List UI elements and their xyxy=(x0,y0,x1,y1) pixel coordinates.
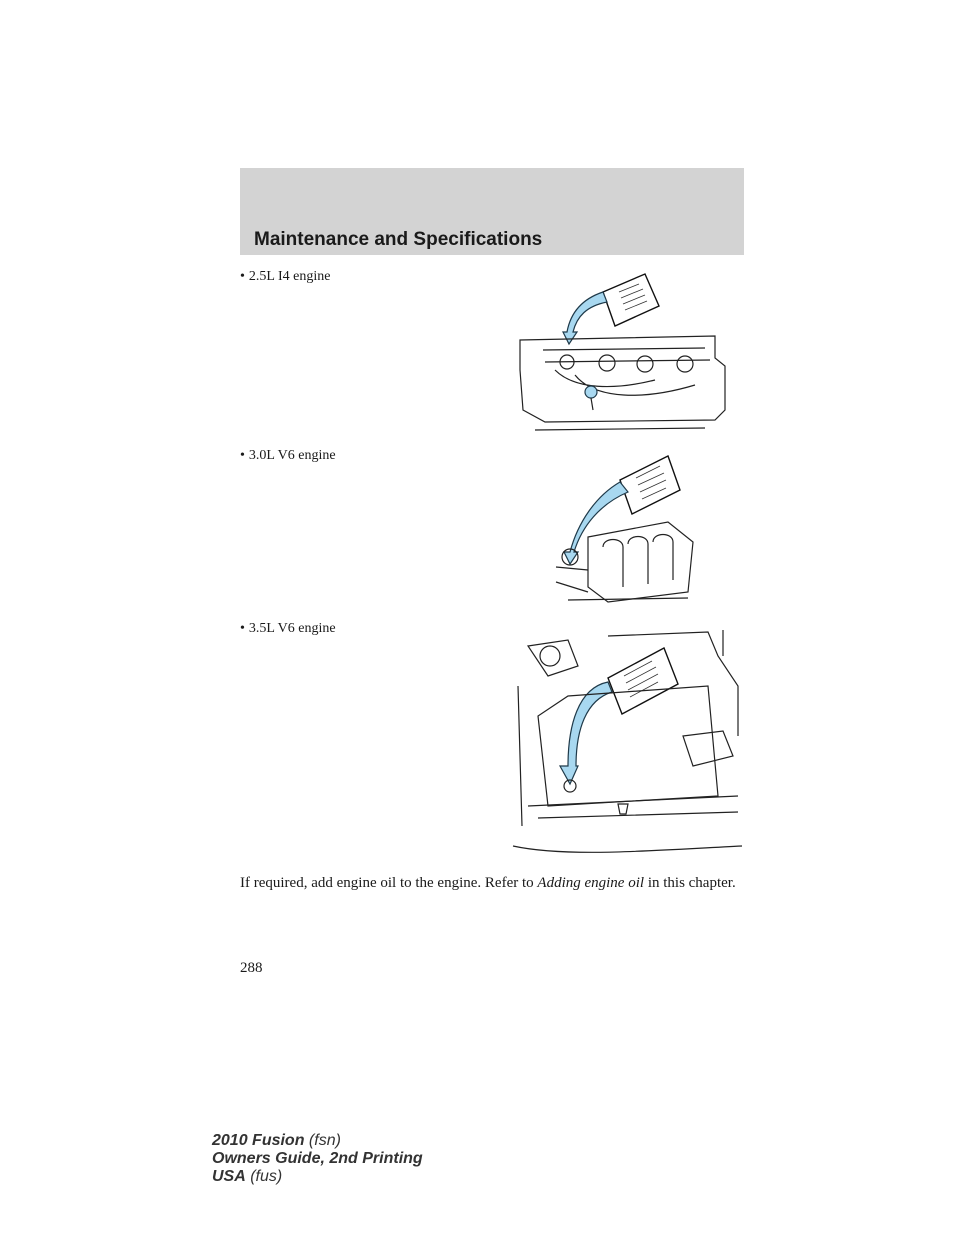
footer-region: USA xyxy=(212,1168,246,1185)
bullet-label: 3.5L V6 engine xyxy=(248,621,336,636)
section-title: Maintenance and Specifications xyxy=(254,229,543,250)
footer-region-code: (fus) xyxy=(245,1168,283,1185)
footer-model-code: (fsn) xyxy=(304,1132,341,1149)
footer-line-3 xyxy=(212,1168,423,1186)
footer-guide-name: Owners Guide, 2nd Printing xyxy=(212,1150,423,1167)
bullet-marker: • xyxy=(240,269,245,284)
engine-3-5l-illustration xyxy=(508,626,744,860)
body-text-before: If required, add engine oil to the engine. Refer to xyxy=(240,875,538,891)
footer-model: 2010 Fusion xyxy=(212,1132,305,1149)
document-footer xyxy=(212,1132,423,1186)
section-header-bar xyxy=(240,168,744,255)
body-text-after: in this chapter. xyxy=(644,875,736,891)
bullet-label: 3.0L V6 engine xyxy=(248,448,336,463)
body-paragraph xyxy=(240,875,744,892)
bullet-label: 2.5L I4 engine xyxy=(248,269,331,284)
engine-2-5l-illustration xyxy=(515,270,737,435)
footer-line-2 xyxy=(212,1150,423,1168)
bullet-item-2-5l xyxy=(240,269,330,285)
bullet-item-3-5l xyxy=(240,621,336,637)
cross-reference-link[interactable]: Adding engine oil xyxy=(537,875,645,891)
bullet-marker: • xyxy=(240,621,245,636)
page-number: 288 xyxy=(240,960,263,976)
engine-3-0l-illustration xyxy=(548,452,700,604)
oil-bottle-icon xyxy=(620,456,680,514)
footer-line-1 xyxy=(212,1132,423,1150)
bullet-marker: • xyxy=(240,448,245,463)
oil-bottle-icon xyxy=(603,274,659,326)
oil-bottle-icon xyxy=(608,648,678,714)
bullet-item-3-0l xyxy=(240,448,336,464)
